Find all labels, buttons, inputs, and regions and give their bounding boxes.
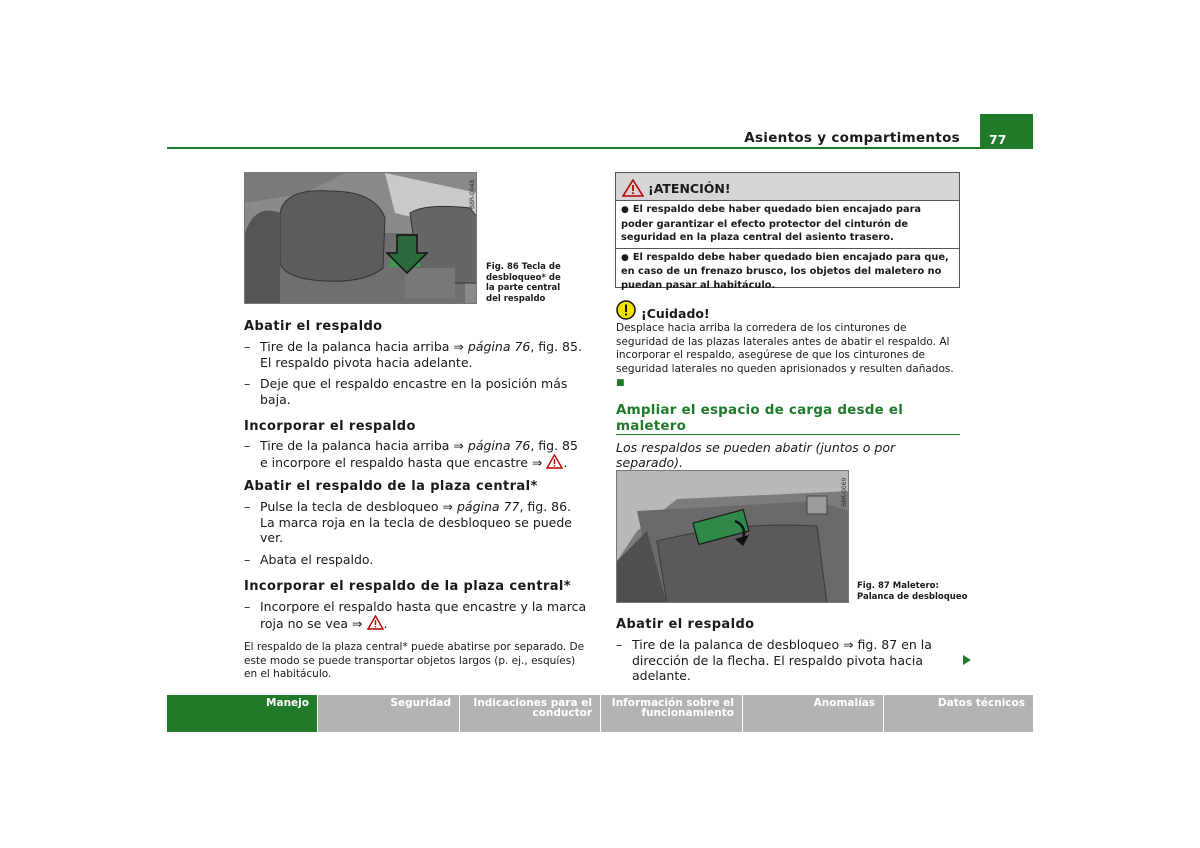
warning-triangle-icon [622, 179, 644, 197]
page-reference-link[interactable]: página 76 [467, 339, 531, 354]
list-item: – Tire de la palanca hacia arriba ⇒ página 76, fig. 85 e incorpore el respaldo hasta que encastre ⇒ . [244, 438, 578, 470]
figure-87-caption: Fig. 87 Maletero: Palanca de desbloqueo [857, 581, 968, 602]
figure-86-image [244, 172, 477, 304]
tab-datos-tecnicos[interactable]: Datos técnicos [884, 695, 1033, 732]
caution-header: ¡Cuidado! [616, 300, 961, 321]
header-rule [167, 147, 1033, 149]
dash: – [244, 499, 251, 514]
section-intro: Los respaldos se pueden abatir (juntos o por separado). [616, 440, 896, 470]
tab-informacion[interactable]: Información sobre el funcionamiento [601, 695, 742, 732]
tab-manejo[interactable]: Manejo [167, 695, 317, 732]
heading-incorporar-central: Incorporar el respaldo de la plaza central* [244, 579, 571, 594]
caution-text: Desplace hacia arriba la corredera de los cinturones de seguridad de las plazas laterales antes de abatir el respaldo. Al incorporar el respaldo, asegúrese de que los cinturones de seguridad laterales no queden aprisionados y resulten dañados. ■ [616, 322, 954, 388]
heading-abatir-respaldo: Abatir el respaldo [244, 319, 383, 334]
dash: – [244, 376, 251, 391]
heading-abatir-respaldo-maletero: Abatir el respaldo [616, 617, 755, 632]
page-number: 77 [980, 114, 1033, 149]
figure-code: B8R-0048 [469, 179, 476, 209]
page-reference-link[interactable]: página 77 [456, 499, 520, 514]
caution-block [616, 300, 961, 391]
seat-headrest-illustration [245, 173, 477, 304]
list-item: – Deje que el respaldo encastre en la posición más baja. [244, 376, 568, 407]
section-heading-ampliar: Ampliar el espacio de carga desde el maletero [616, 402, 904, 434]
figure-87-image [616, 470, 849, 603]
trunk-illustration [617, 471, 849, 603]
dash: – [616, 637, 623, 652]
attention-box [615, 172, 960, 291]
exclamation-circle-icon [616, 300, 636, 320]
dash: – [244, 438, 251, 453]
end-mark: ■ [616, 378, 625, 388]
list-item: – Abata el respaldo. [244, 551, 374, 567]
continue-arrow-icon[interactable] [962, 654, 972, 666]
warning-triangle-icon[interactable] [546, 454, 563, 469]
right-bottom-section [616, 617, 961, 684]
list-item: – Incorpore el respaldo hasta que encastre y la marca roja no se vea ⇒ . [244, 599, 587, 631]
tab-anomalias[interactable]: Anomalías [743, 695, 883, 732]
dash: – [244, 339, 251, 354]
dash: – [244, 599, 251, 614]
page-reference-link[interactable]: página 76 [467, 438, 531, 453]
figure-code: B8R-0069 [841, 477, 848, 507]
dash: – [244, 551, 251, 567]
list-item: – Pulse la tecla de desbloqueo ⇒ página 77, fig. 86. La marca roja en la tecla de desbloqueo se puede ver. [244, 499, 572, 545]
list-item: – Tire de la palanca hacia arriba ⇒ página 76, fig. 85. El respaldo pivota hacia adelante. [244, 339, 582, 370]
figure-86-caption: Fig. 86 Tecla de desbloqueo* de la parte central del respaldo [486, 262, 561, 304]
list-item: – Tire de la palanca de desbloqueo ⇒ fig. 87 en la dirección de la flecha. El respaldo pivota hacia adelante. [616, 637, 932, 683]
section-heading-rule [616, 434, 960, 435]
attention-header: ¡ATENCIÓN! [616, 173, 959, 201]
bullet: ● [621, 252, 629, 263]
tab-indicaciones[interactable]: Indicaciones para el conductor [460, 695, 600, 732]
tab-seguridad[interactable]: Seguridad [318, 695, 459, 732]
attention-item: ● El respaldo debe haber quedado bien encajado para poder garantizar el efecto protector del cinturón de seguridad en la plaza central del asiento trasero. [621, 204, 922, 243]
left-column [244, 319, 589, 682]
note-paragraph: El respaldo de la plaza central* puede abatirse por separado. De este modo se puede transportar objetos largos (p. ej., esquíes) en el habitáculo. [244, 641, 585, 680]
warning-triangle-icon[interactable] [367, 615, 384, 630]
chapter-title: Asientos y compartimentos [744, 130, 960, 146]
heading-incorporar-respaldo: Incorporar el respaldo [244, 419, 416, 434]
attention-item: ● El respaldo debe haber quedado bien encajado para que, en caso de un frenazo brusco, los objetos del maletero no puedan pasar al habitáculo. [621, 251, 949, 291]
bullet: ● [621, 205, 629, 215]
heading-abatir-central: Abatir el respaldo de la plaza central* [244, 479, 538, 494]
